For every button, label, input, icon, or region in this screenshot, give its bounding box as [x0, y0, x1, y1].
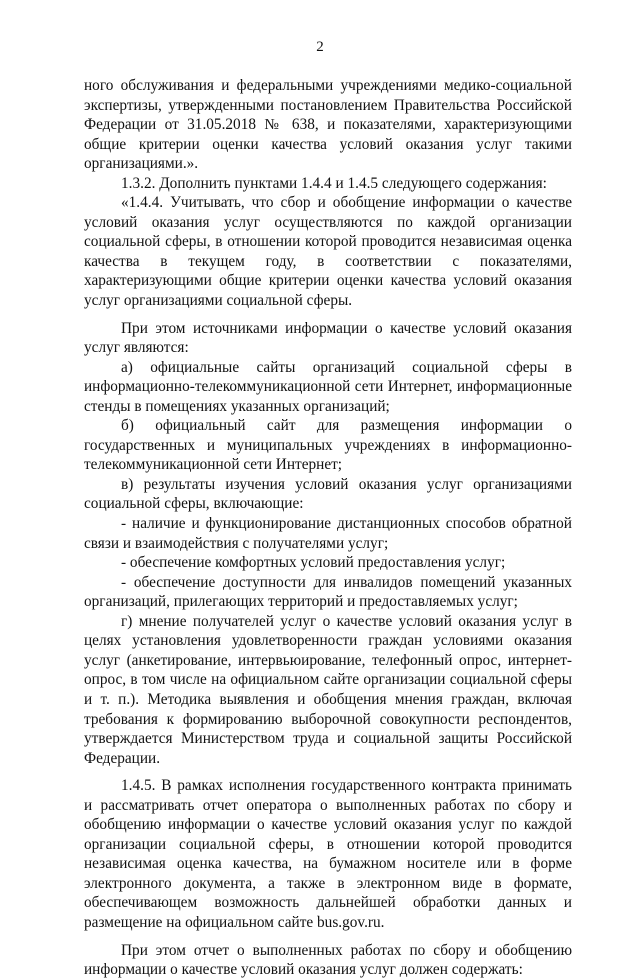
list-item-g: г) мнение получателей услуг о качестве условий оказания услуг в целях установления удовлетворенности граждан условиями оказания услуг (анкетирование, интервьюирование, телефонный опрос, интернет-опрос, в том числе на официальном сайте организации социальной сферы и т. п.). Методика выявления и обобщения мнения граждан, включая требования к формированию выборочной совокупности респондентов, утверждается Министерством труда и социальной защиты Российской Федерации.	[84, 612, 572, 767]
paragraph-sources-intro: При этом источниками информации о качестве условий оказания услуг являются:	[84, 319, 572, 357]
list-item-b: б) официальный сайт для размещения информации о государственных и муниципальных учреждениях в информационно-телекоммуникационной сети Интернет;	[84, 417, 572, 474]
paragraph-report-contents: При этом отчет о выполненных работах по сбору и обобщению информации о качестве условий оказания услуг должен содержать:	[84, 941, 572, 979]
list-item-v: в) результаты изучения условий оказания услуг организациями социальной сферы, включающие:	[84, 475, 572, 513]
page-number: 2	[316, 39, 324, 55]
list-item-a: а) официальные сайты организаций социальной сферы в информационно-телекоммуникационной сети Интернет, информационные стенды в помещениях указанных организаций;	[84, 358, 572, 415]
paragraph-continuation: ного обслуживания и федеральными учреждениями медико-социальной экспертизы, утвержденными постановлением Правительства Российской Федерации от 31.05.2018 № 638, и показателями, характеризующими общие критерии оценки качества условий оказания услуг такими организациями.».	[84, 77, 572, 173]
paragraph-1-4-5: 1.4.5. В рамках исполнения государственного контракта принимать и рассматривать отчет оператора о выполненных работах по сбору и обобщению информации о качестве условий оказания услуг по каждой организации социальной сферы, в отношении которой проводится независимая оценка качества, на бумажном носителе или в форме электронного документа, а также в электронном виде в формате, обеспечивающем возможность дальнейшей обработки данных и размещение на официальном сайте bus.gov.ru.	[84, 777, 572, 931]
paragraph-1-4-4: «1.4.4. Учитывать, что сбор и обобщение информации о качестве условий оказания услуг осуществляются по каждой организации социальной сферы, в отношении которой проводится независимая оценка качества в текущем году, в соответствии с показателями, характеризующими общие критерии оценки качества условий оказания услуг организациями социальной сферы.	[84, 194, 572, 310]
sub-item-accessibility: - обеспечение доступности для инвалидов помещений указанных организаций, прилегающих территорий и предоставляемых услуг;	[84, 573, 572, 611]
paragraph-1-3-2: 1.3.2. Дополнить пунктами 1.4.4 и 1.4.5 следующего содержания:	[121, 174, 547, 192]
sub-item-comfort: - обеспечение комфортных условий предоставления услуг;	[121, 554, 506, 572]
sub-item-feedback: - наличие и функционирование дистанционных способов обратной связи и взаимодействия с получателями услуг;	[84, 515, 572, 552]
document-body	[84, 76, 572, 980]
